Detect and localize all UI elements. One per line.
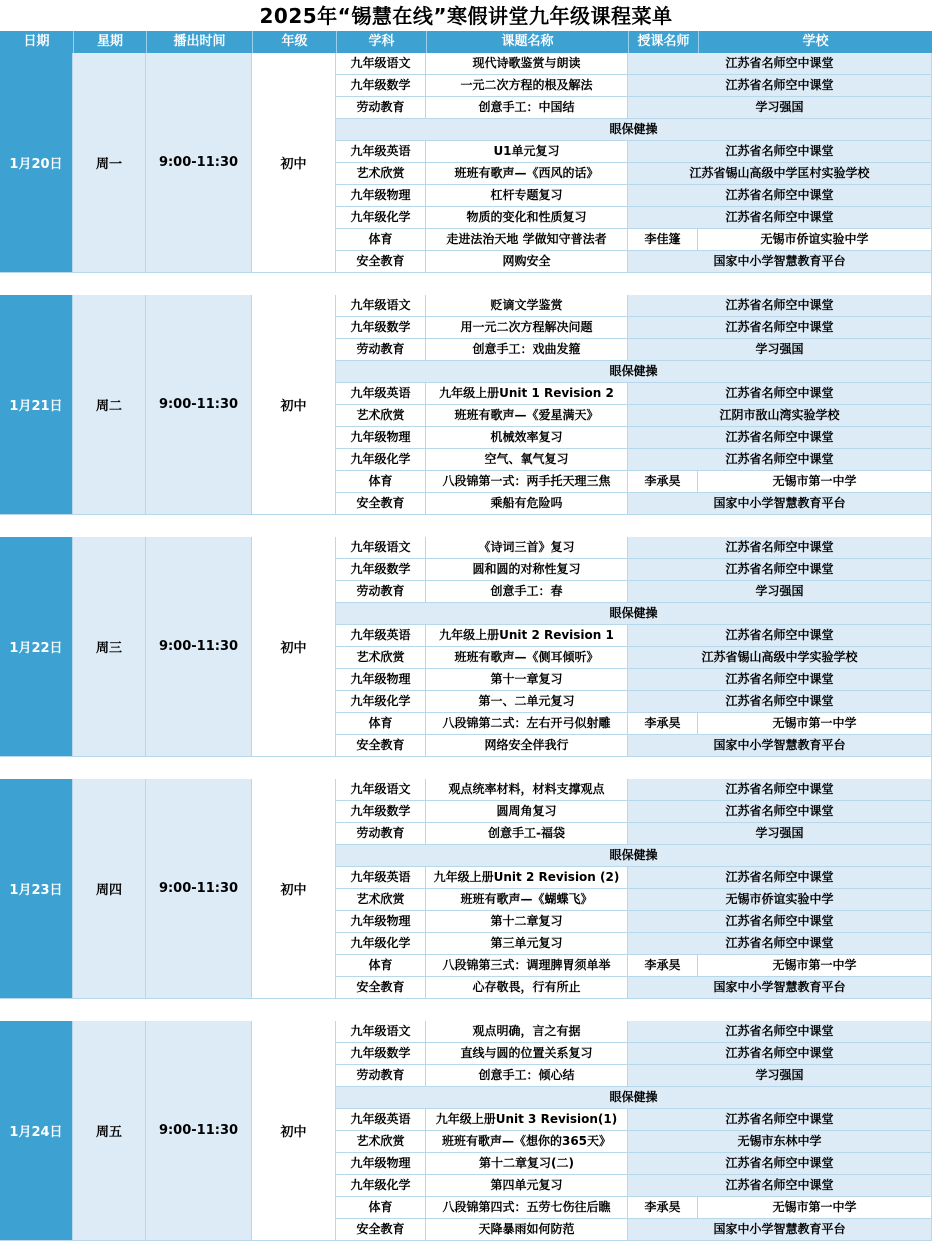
subject-cell: 九年级物理	[336, 427, 426, 449]
course-cell: 现代诗歌鉴赏与朗读	[426, 53, 628, 75]
course-cell: 班班有歌声—《西风的话》	[426, 163, 628, 185]
school-cell: 江苏省名师空中课堂	[628, 75, 932, 97]
course-cell: 天降暴雨如何防范	[426, 1219, 628, 1241]
time-cell: 9:00-11:30	[146, 1021, 252, 1241]
header-time: 播出时间	[146, 31, 252, 53]
table-row	[336, 339, 932, 361]
school-cell: 江苏省名师空中课堂	[628, 1043, 932, 1065]
subject-cell: 九年级数学	[336, 559, 426, 581]
date-cell: 1月21日	[0, 295, 73, 515]
table-row	[336, 1219, 932, 1241]
course-cell: 创意手工：春	[426, 581, 628, 603]
school-cell: 江苏省名师空中课堂	[628, 317, 932, 339]
subject-cell: 九年级数学	[336, 75, 426, 97]
table-row	[336, 933, 932, 955]
table-row	[336, 537, 932, 559]
subject-cell: 体育	[336, 955, 426, 977]
header-weekday: 星期	[73, 31, 146, 53]
table-header	[0, 31, 932, 53]
school-cell: 国家中小学智慧教育平台	[628, 1219, 932, 1241]
course-cell: 创意手工：倾心结	[426, 1065, 628, 1087]
table-row	[336, 361, 932, 383]
school-cell: 江苏省名师空中课堂	[628, 801, 932, 823]
table-row	[336, 559, 932, 581]
subject-cell: 九年级英语	[336, 1109, 426, 1131]
school-cell: 无锡市侨谊实验中学	[628, 889, 932, 911]
time-cell: 9:00-11:30	[146, 295, 252, 515]
course-cell: 九年级上册Unit 1 Revision 2	[426, 383, 628, 405]
table-row	[336, 317, 932, 339]
subject-cell: 九年级英语	[336, 867, 426, 889]
course-cell: 八段锦第二式：左右开弓似射雕	[426, 713, 628, 735]
teacher-cell: 李承昊	[628, 955, 698, 977]
course-cell: 杠杆专题复习	[426, 185, 628, 207]
course-cell: 观点明确，言之有据	[426, 1021, 628, 1043]
grade-cell: 初中	[252, 295, 336, 515]
time-cell: 9:00-11:30	[146, 779, 252, 999]
table-row	[336, 1109, 932, 1131]
school-cell: 国家中小学智慧教育平台	[628, 735, 932, 757]
course-cell: 班班有歌声—《想你的365天》	[426, 1131, 628, 1153]
school-cell: 学习强国	[628, 1065, 932, 1087]
subject-cell: 九年级化学	[336, 449, 426, 471]
course-cell: 乘船有危险吗	[426, 493, 628, 515]
table-row	[336, 1153, 932, 1175]
course-cell: 用一元二次方程解决问题	[426, 317, 628, 339]
eye-exercise-cell: 眼保健操	[336, 845, 932, 867]
school-cell: 无锡市第一中学	[698, 471, 932, 493]
table-row	[336, 75, 932, 97]
grade-cell: 初中	[252, 537, 336, 757]
header-school: 学校	[698, 31, 932, 53]
subject-cell: 劳动教育	[336, 1065, 426, 1087]
table-row	[336, 405, 932, 427]
table-row	[336, 845, 932, 867]
subject-cell: 劳动教育	[336, 339, 426, 361]
course-cell: U1单元复习	[426, 141, 628, 163]
weekday-cell: 周四	[73, 779, 146, 999]
course-cell: 圆和圆的对称性复习	[426, 559, 628, 581]
school-cell: 江苏省名师空中课堂	[628, 427, 932, 449]
school-cell: 学习强国	[628, 581, 932, 603]
table-row	[336, 669, 932, 691]
day-block	[0, 537, 932, 757]
subject-cell: 劳动教育	[336, 823, 426, 845]
subject-cell: 九年级语文	[336, 779, 426, 801]
subject-cell: 九年级化学	[336, 691, 426, 713]
subject-cell: 艺术欣赏	[336, 647, 426, 669]
subject-cell: 九年级英语	[336, 141, 426, 163]
school-cell: 无锡市侨谊实验中学	[698, 229, 932, 251]
subject-cell: 艺术欣赏	[336, 163, 426, 185]
table-row	[336, 625, 932, 647]
table-row	[336, 185, 932, 207]
teacher-cell: 李承昊	[628, 471, 698, 493]
weekday-cell: 周三	[73, 537, 146, 757]
block-spacer	[0, 999, 932, 1021]
school-cell: 江苏省名师空中课堂	[628, 207, 932, 229]
table-row	[336, 427, 932, 449]
table-row	[336, 691, 932, 713]
subject-cell: 安全教育	[336, 977, 426, 999]
school-cell: 江苏省名师空中课堂	[628, 53, 932, 75]
table-row	[336, 823, 932, 845]
school-cell: 国家中小学智慧教育平台	[628, 251, 932, 273]
subject-cell: 体育	[336, 471, 426, 493]
subject-cell: 九年级数学	[336, 1043, 426, 1065]
school-cell: 江苏省名师空中课堂	[628, 669, 932, 691]
course-cell: 八段锦第四式：五劳七伤往后瞧	[426, 1197, 628, 1219]
table-row	[336, 735, 932, 757]
subject-cell: 九年级语文	[336, 295, 426, 317]
school-cell: 无锡市第一中学	[698, 1197, 932, 1219]
subject-cell: 九年级物理	[336, 185, 426, 207]
grade-cell: 初中	[252, 1021, 336, 1241]
course-cell: 八段锦第三式：调理脾胃须单举	[426, 955, 628, 977]
subject-cell: 安全教育	[336, 735, 426, 757]
school-cell: 江苏省名师空中课堂	[628, 779, 932, 801]
table-row	[336, 779, 932, 801]
subject-cell: 安全教育	[336, 493, 426, 515]
school-cell: 江苏省名师空中课堂	[628, 1153, 932, 1175]
school-cell: 江苏省名师空中课堂	[628, 559, 932, 581]
school-cell: 江苏省名师空中课堂	[628, 933, 932, 955]
course-cell: 创意手工：中国结	[426, 97, 628, 119]
school-cell: 国家中小学智慧教育平台	[628, 493, 932, 515]
school-cell: 学习强国	[628, 97, 932, 119]
school-cell: 学习强国	[628, 823, 932, 845]
date-cell: 1月24日	[0, 1021, 73, 1241]
course-cell: 第十一章复习	[426, 669, 628, 691]
school-cell: 国家中小学智慧教育平台	[628, 977, 932, 999]
table-row	[336, 141, 932, 163]
school-cell: 江苏省名师空中课堂	[628, 691, 932, 713]
course-cell: 网购安全	[426, 251, 628, 273]
day-block	[0, 1021, 932, 1241]
block-spacer	[0, 515, 932, 537]
course-cell: 第四单元复习	[426, 1175, 628, 1197]
header-date: 日期	[23, 34, 50, 49]
date-cell: 1月22日	[0, 537, 73, 757]
subject-cell: 九年级化学	[336, 207, 426, 229]
subject-cell: 安全教育	[336, 251, 426, 273]
table-row	[336, 1197, 932, 1219]
grade-cell: 初中	[252, 53, 336, 273]
course-cell: 九年级上册Unit 2 Revision (2)	[426, 867, 628, 889]
header-course: 课题名称	[426, 31, 628, 53]
header-subject: 学科	[336, 31, 426, 53]
table-row	[336, 713, 932, 735]
school-cell: 江阴市敔山湾实验学校	[628, 405, 932, 427]
subject-cell: 九年级化学	[336, 933, 426, 955]
table-row	[336, 1175, 932, 1197]
course-cell: 班班有歌声—《爱星满天》	[426, 405, 628, 427]
subject-cell: 艺术欣赏	[336, 889, 426, 911]
table-row	[336, 97, 932, 119]
subject-cell: 九年级数学	[336, 801, 426, 823]
table-row	[336, 1131, 932, 1153]
table-row	[336, 867, 932, 889]
header-grade: 年级	[252, 31, 336, 53]
table-row	[336, 603, 932, 625]
table-row	[336, 801, 932, 823]
subject-cell: 九年级数学	[336, 317, 426, 339]
table-row	[336, 1021, 932, 1043]
table-row	[336, 977, 932, 999]
header-teacher: 授课名师	[628, 31, 698, 53]
course-cell: 第一、二单元复习	[426, 691, 628, 713]
subject-cell: 艺术欣赏	[336, 1131, 426, 1153]
subject-cell: 劳动教育	[336, 581, 426, 603]
time-cell: 9:00-11:30	[146, 537, 252, 757]
course-cell: 第三单元复习	[426, 933, 628, 955]
school-cell: 江苏省名师空中课堂	[628, 449, 932, 471]
table-row	[336, 955, 932, 977]
table-row	[336, 119, 932, 141]
table-row	[336, 295, 932, 317]
subject-cell: 体育	[336, 1197, 426, 1219]
subject-cell: 九年级语文	[336, 53, 426, 75]
school-cell: 江苏省名师空中课堂	[628, 1109, 932, 1131]
table-row	[336, 1065, 932, 1087]
page-title: 2025年“锡慧在线”寒假讲堂九年级课程菜单	[259, 4, 673, 28]
subject-cell: 九年级物理	[336, 911, 426, 933]
course-cell: 《诗词三首》复习	[426, 537, 628, 559]
course-cell: 九年级上册Unit 2 Revision 1	[426, 625, 628, 647]
course-cell: 贬谪文学鉴赏	[426, 295, 628, 317]
course-cell: 直线与圆的位置关系复习	[426, 1043, 628, 1065]
table-row	[336, 229, 932, 251]
subject-cell: 安全教育	[336, 1219, 426, 1241]
course-cell: 观点统率材料，材料支撑观点	[426, 779, 628, 801]
course-cell: 第十二章复习	[426, 911, 628, 933]
weekday-cell: 周一	[73, 53, 146, 273]
course-cell: 八段锦第一式：两手托天理三焦	[426, 471, 628, 493]
weekday-cell: 周二	[73, 295, 146, 515]
subject-cell: 九年级语文	[336, 537, 426, 559]
table-row	[336, 53, 932, 75]
school-cell: 江苏省名师空中课堂	[628, 537, 932, 559]
table-row	[336, 383, 932, 405]
subject-cell: 九年级物理	[336, 1153, 426, 1175]
subject-cell: 体育	[336, 713, 426, 735]
course-cell: 物质的变化和性质复习	[426, 207, 628, 229]
course-cell: 班班有歌声—《蝴蝶飞》	[426, 889, 628, 911]
course-cell: 心存敬畏，行有所止	[426, 977, 628, 999]
subject-cell: 九年级化学	[336, 1175, 426, 1197]
table-row	[336, 207, 932, 229]
eye-exercise-cell: 眼保健操	[336, 603, 932, 625]
table-row	[336, 1043, 932, 1065]
date-cell: 1月20日	[0, 53, 73, 273]
table-row	[336, 163, 932, 185]
school-cell: 江苏省名师空中课堂	[628, 1175, 932, 1197]
table-row	[336, 581, 932, 603]
table-row	[336, 647, 932, 669]
eye-exercise-cell: 眼保健操	[336, 119, 932, 141]
date-cell: 1月23日	[0, 779, 73, 999]
grade-cell: 初中	[252, 779, 336, 999]
school-cell: 江苏省名师空中课堂	[628, 141, 932, 163]
subject-cell: 九年级英语	[336, 383, 426, 405]
course-cell: 班班有歌声—《侧耳倾听》	[426, 647, 628, 669]
table-row	[336, 889, 932, 911]
school-cell: 江苏省锡山高级中学实验学校	[628, 647, 932, 669]
subject-cell: 艺术欣赏	[336, 405, 426, 427]
school-cell: 无锡市第一中学	[698, 713, 932, 735]
school-cell: 江苏省名师空中课堂	[628, 867, 932, 889]
course-cell: 九年级上册Unit 3 Revision(1)	[426, 1109, 628, 1131]
school-cell: 学习强国	[628, 339, 932, 361]
school-cell: 无锡市东林中学	[628, 1131, 932, 1153]
teacher-cell: 李承昊	[628, 1197, 698, 1219]
course-cell: 创意手工-福袋	[426, 823, 628, 845]
course-cell: 空气、氧气复习	[426, 449, 628, 471]
teacher-cell: 李佳篷	[628, 229, 698, 251]
eye-exercise-cell: 眼保健操	[336, 361, 932, 383]
block-spacer	[0, 757, 932, 779]
course-cell: 机械效率复习	[426, 427, 628, 449]
school-cell: 江苏省名师空中课堂	[628, 911, 932, 933]
subject-cell: 九年级物理	[336, 669, 426, 691]
time-cell: 9:00-11:30	[146, 53, 252, 273]
school-cell: 无锡市第一中学	[698, 955, 932, 977]
school-cell: 江苏省名师空中课堂	[628, 1021, 932, 1043]
eye-exercise-cell: 眼保健操	[336, 1087, 932, 1109]
course-cell: 走进法治天地 学做知守普法者	[426, 229, 628, 251]
day-block	[0, 295, 932, 515]
subject-cell: 劳动教育	[336, 97, 426, 119]
course-cell: 一元二次方程的根及解法	[426, 75, 628, 97]
table-row	[336, 493, 932, 515]
table-row	[336, 911, 932, 933]
weekday-cell: 周五	[73, 1021, 146, 1241]
subject-cell: 九年级英语	[336, 625, 426, 647]
block-spacer	[0, 273, 932, 295]
school-cell: 江苏省名师空中课堂	[628, 295, 932, 317]
course-cell: 圆周角复习	[426, 801, 628, 823]
day-block	[0, 53, 932, 273]
table-row	[336, 1087, 932, 1109]
course-cell: 网络安全伴我行	[426, 735, 628, 757]
day-block	[0, 779, 932, 999]
teacher-cell: 李承昊	[628, 713, 698, 735]
course-cell: 第十二章复习(二)	[426, 1153, 628, 1175]
subject-cell: 九年级语文	[336, 1021, 426, 1043]
table-row	[336, 449, 932, 471]
table-row	[336, 251, 932, 273]
school-cell: 江苏省名师空中课堂	[628, 383, 932, 405]
school-cell: 江苏省名师空中课堂	[628, 625, 932, 647]
table-row	[336, 471, 932, 493]
school-cell: 江苏省锡山高级中学匡村实验学校	[628, 163, 932, 185]
school-cell: 江苏省名师空中课堂	[628, 185, 932, 207]
subject-cell: 体育	[336, 229, 426, 251]
course-cell: 创意手工：戏曲发箍	[426, 339, 628, 361]
